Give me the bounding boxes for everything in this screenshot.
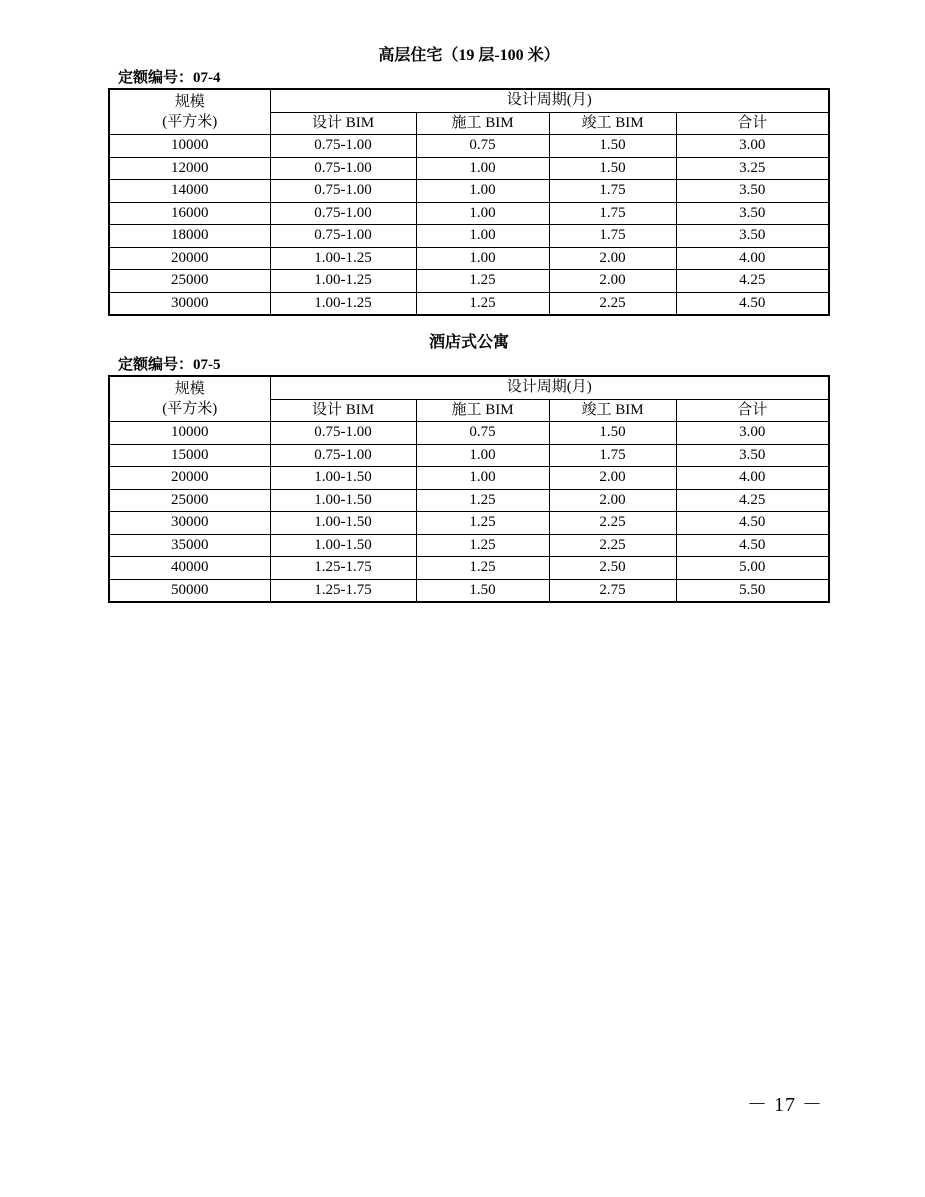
- scale-header: [109, 89, 270, 135]
- design-bim-cell: 0.75-1.00: [270, 202, 416, 225]
- scale-header-line2: (平方米): [162, 401, 218, 417]
- total-cell: 3.00: [676, 135, 829, 158]
- completion-bim-cell: 2.25: [549, 512, 676, 535]
- scale-cell: 20000: [109, 247, 270, 270]
- completion-bim-cell: 2.50: [549, 557, 676, 580]
- completion-bim-cell: 1.75: [549, 202, 676, 225]
- construction-bim-cell: 1.25: [416, 292, 549, 315]
- scale-cell: 20000: [109, 467, 270, 490]
- construction-bim-cell: 1.25: [416, 534, 549, 557]
- total-cell: 5.00: [676, 557, 829, 580]
- scale-cell: 25000: [109, 489, 270, 512]
- column-header: 施工 BIM: [416, 112, 549, 135]
- construction-bim-cell: 0.75: [416, 422, 549, 445]
- quota-number: 定额编号：07-4: [118, 70, 221, 86]
- design-bim-cell: 0.75-1.00: [270, 422, 416, 445]
- total-cell: 4.25: [676, 489, 829, 512]
- construction-bim-cell: 1.00: [416, 157, 549, 180]
- construction-bim-cell: 1.00: [416, 180, 549, 203]
- design-bim-cell: 0.75-1.00: [270, 225, 416, 248]
- scale-cell: 15000: [109, 444, 270, 467]
- table-row: [109, 467, 829, 490]
- column-header: 设计 BIM: [270, 399, 416, 422]
- duration-table: [108, 375, 830, 603]
- table-row: [109, 579, 829, 602]
- scale-header-line1: 规模: [174, 94, 205, 110]
- completion-bim-cell: 1.75: [549, 225, 676, 248]
- column-header: 施工 BIM: [416, 399, 549, 422]
- completion-bim-cell: 1.50: [549, 157, 676, 180]
- table-row: [109, 202, 829, 225]
- table-row: [109, 225, 829, 248]
- completion-bim-cell: 1.50: [549, 422, 676, 445]
- scale-cell: 50000: [109, 579, 270, 602]
- construction-bim-cell: 0.75: [416, 135, 549, 158]
- design-bim-cell: 1.00-1.25: [270, 292, 416, 315]
- table-row: [109, 157, 829, 180]
- total-cell: 3.50: [676, 444, 829, 467]
- total-cell: 4.25: [676, 270, 829, 293]
- scale-cell: 12000: [109, 157, 270, 180]
- table-row: [109, 247, 829, 270]
- column-header: 合计: [676, 399, 829, 422]
- scale-cell: 14000: [109, 180, 270, 203]
- total-cell: 5.50: [676, 579, 829, 602]
- completion-bim-cell: 1.75: [549, 444, 676, 467]
- scale-cell: 10000: [109, 422, 270, 445]
- design-bim-cell: 0.75-1.00: [270, 180, 416, 203]
- design-bim-cell: 1.00-1.25: [270, 247, 416, 270]
- duration-table: [108, 88, 830, 316]
- total-cell: 4.00: [676, 467, 829, 490]
- construction-bim-cell: 1.25: [416, 270, 549, 293]
- design-bim-cell: 1.00-1.50: [270, 489, 416, 512]
- scale-cell: 25000: [109, 270, 270, 293]
- total-cell: 3.50: [676, 225, 829, 248]
- total-cell: 3.50: [676, 180, 829, 203]
- total-cell: 3.00: [676, 422, 829, 445]
- design-bim-cell: 1.00-1.25: [270, 270, 416, 293]
- completion-bim-cell: 2.00: [549, 489, 676, 512]
- quota-number: 定额编号：07-5: [118, 357, 221, 373]
- column-header: 竣工 BIM: [549, 399, 676, 422]
- scale-cell: 30000: [109, 292, 270, 315]
- table-row: [109, 292, 829, 315]
- construction-bim-cell: 1.00: [416, 202, 549, 225]
- completion-bim-cell: 2.00: [549, 270, 676, 293]
- construction-bim-cell: 1.00: [416, 467, 549, 490]
- construction-bim-cell: 1.50: [416, 579, 549, 602]
- scale-cell: 40000: [109, 557, 270, 580]
- section-title: 酒店式公寓: [428, 334, 509, 351]
- column-header: 设计 BIM: [270, 112, 416, 135]
- design-bim-cell: 1.00-1.50: [270, 512, 416, 535]
- table-row: [109, 135, 829, 158]
- table-row: [109, 557, 829, 580]
- scale-header-line1: 规模: [174, 381, 205, 397]
- section-title: 高层住宅（19 层-100 米）: [378, 47, 560, 64]
- completion-bim-cell: 2.00: [549, 247, 676, 270]
- page-number: － 17 －: [747, 1094, 823, 1116]
- construction-bim-cell: 1.00: [416, 225, 549, 248]
- construction-bim-cell: 1.25: [416, 489, 549, 512]
- column-header: 竣工 BIM: [549, 112, 676, 135]
- total-cell: 4.50: [676, 512, 829, 535]
- scale-cell: 10000: [109, 135, 270, 158]
- scale-header-line2: (平方米): [162, 114, 218, 130]
- total-cell: 4.50: [676, 292, 829, 315]
- construction-bim-cell: 1.25: [416, 512, 549, 535]
- design-bim-cell: 1.25-1.75: [270, 557, 416, 580]
- completion-bim-cell: 2.00: [549, 467, 676, 490]
- design-bim-cell: 1.00-1.50: [270, 534, 416, 557]
- completion-bim-cell: 2.75: [549, 579, 676, 602]
- table-row: [109, 270, 829, 293]
- scale-header: [109, 376, 270, 422]
- table-row: [109, 512, 829, 535]
- design-bim-cell: 0.75-1.00: [270, 444, 416, 467]
- scale-cell: 30000: [109, 512, 270, 535]
- period-group-header: 设计周期(月): [270, 89, 829, 112]
- table-row: [109, 422, 829, 445]
- table-row: [109, 534, 829, 557]
- column-header: 合计: [676, 112, 829, 135]
- period-group-header: 设计周期(月): [270, 376, 829, 399]
- design-bim-cell: 1.00-1.50: [270, 467, 416, 490]
- completion-bim-cell: 1.75: [549, 180, 676, 203]
- table-row: [109, 180, 829, 203]
- completion-bim-cell: 1.50: [549, 135, 676, 158]
- scale-cell: 18000: [109, 225, 270, 248]
- scale-cell: 35000: [109, 534, 270, 557]
- construction-bim-cell: 1.00: [416, 444, 549, 467]
- construction-bim-cell: 1.25: [416, 557, 549, 580]
- completion-bim-cell: 2.25: [549, 292, 676, 315]
- table-row: [109, 489, 829, 512]
- design-bim-cell: 0.75-1.00: [270, 135, 416, 158]
- design-bim-cell: 0.75-1.00: [270, 157, 416, 180]
- total-cell: 3.25: [676, 157, 829, 180]
- total-cell: 3.50: [676, 202, 829, 225]
- total-cell: 4.50: [676, 534, 829, 557]
- completion-bim-cell: 2.25: [549, 534, 676, 557]
- scale-cell: 16000: [109, 202, 270, 225]
- table-row: [109, 444, 829, 467]
- design-bim-cell: 1.25-1.75: [270, 579, 416, 602]
- total-cell: 4.00: [676, 247, 829, 270]
- construction-bim-cell: 1.00: [416, 247, 549, 270]
